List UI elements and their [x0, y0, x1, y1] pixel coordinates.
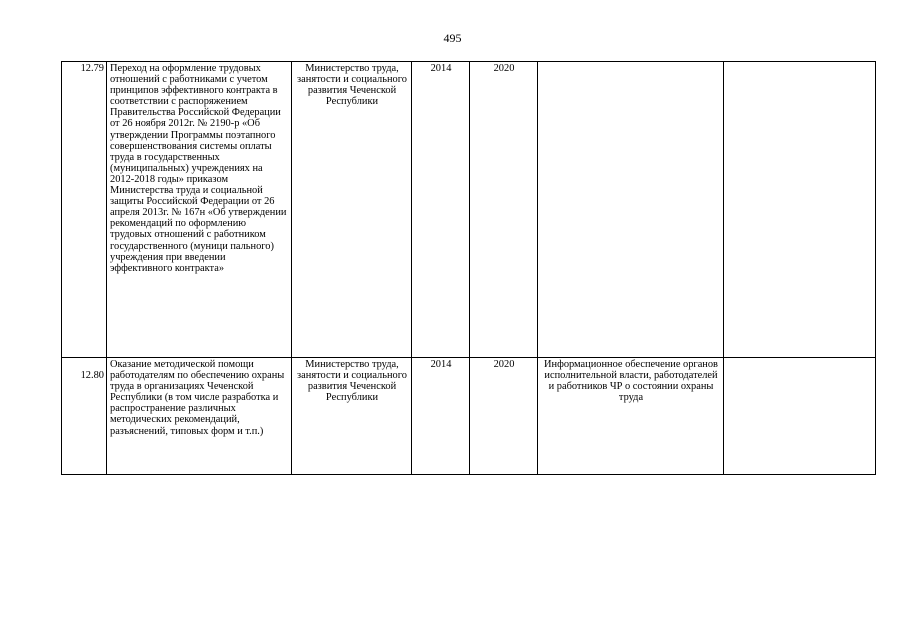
- page-number: 495: [443, 31, 462, 45]
- measure-description: Оказание методической помощи работодателям по обеспечению охраны труда в организациях Чеченской Республики (в том числе разработка и распространение различных методических рекомендаций, разъяснений, типовых форм и т.п.): [107, 358, 292, 475]
- measure-description: Переход на оформление трудовых отношений с работниками с учетом принципов эффективного контракта в соответствии с распоряжением Правительства Российской Федерации от 26 ноября 2012г. № 2190-р «Об утверждении Программы поэтапного совершенствования системы оплаты труда в государственных (муниципальных) учреждениях на 2012-2018 годы» приказом Министерства труда и социальной защиты Российской Федерации от 26 апреля 2013г. № 167н «Об утверждении рекомендаций по оформлению трудовых отношений с работником государственного (муници пального) учреждения при введении эффективного контракта»: [107, 62, 292, 358]
- executor-cell: Министерство труда, занятости и социального развития Чеченской Республики: [292, 358, 412, 475]
- end-year-cell: 2020: [470, 358, 538, 475]
- row-number-cell: [62, 62, 107, 358]
- start-year-cell: 2014: [412, 62, 470, 358]
- table-row: [62, 62, 876, 358]
- row-number-cell: [62, 358, 107, 475]
- expected-result-cell: [538, 62, 724, 358]
- executor-cell: Министерство труда, занятости и социального развития Чеченской Республики: [292, 62, 412, 358]
- row-number: 12.80: [80, 370, 104, 381]
- start-year-cell: 2014: [412, 358, 470, 475]
- note-cell: [724, 358, 876, 475]
- table-row: [62, 358, 876, 475]
- expected-result-cell: Информационное обеспечение органов исполнительной власти, работодателей и работников ЧР о состоянии охраны труда: [538, 358, 724, 475]
- row-number: 12.79: [80, 63, 104, 74]
- measures-table: [61, 61, 876, 475]
- end-year-cell: 2020: [470, 62, 538, 358]
- note-cell: [724, 62, 876, 358]
